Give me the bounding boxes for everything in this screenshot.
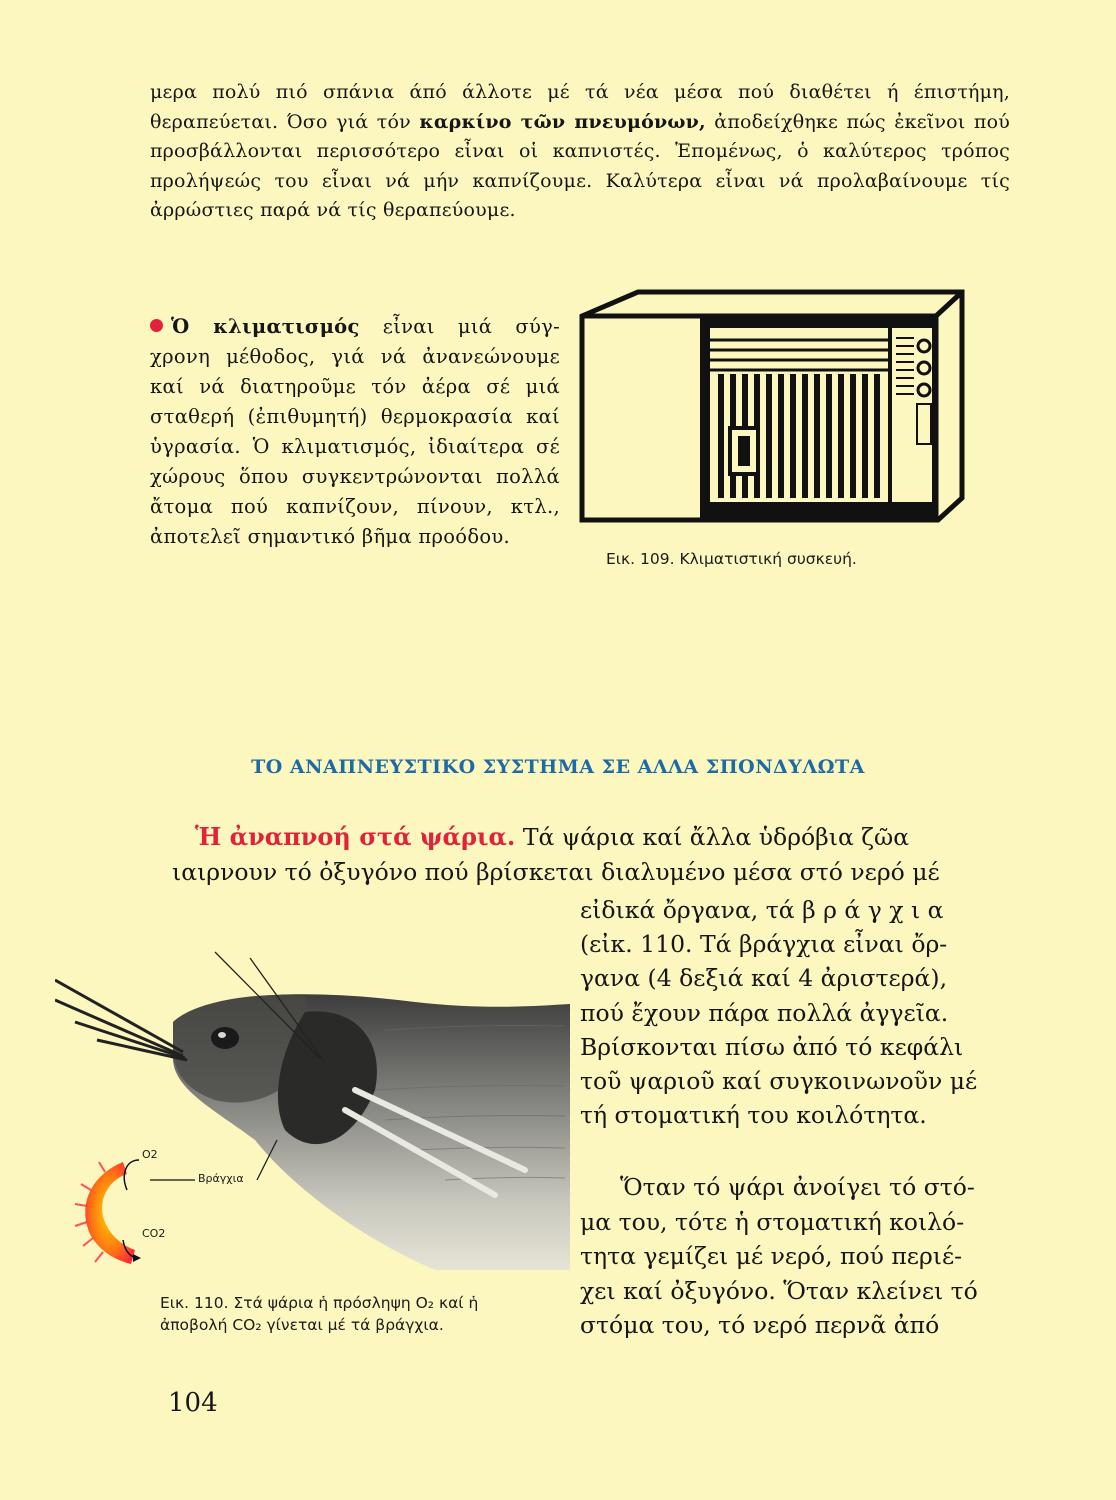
fish-text-line: γανα (4 δεξιά καί 4 ἀριστερά), bbox=[580, 964, 948, 993]
fish-gills-photo bbox=[55, 940, 575, 1280]
fish-text-line: Ὅταν τό ψάρι ἀνοίγει τό στό- bbox=[620, 1173, 975, 1201]
aircon-line-first bbox=[150, 312, 560, 342]
red-bullet-icon bbox=[150, 319, 163, 332]
fish-text-line: τητα γεμίζει μέ νερό, πού περιέ- bbox=[580, 1242, 963, 1270]
aircon-line1-text: εἶναι μιά σύγ- bbox=[359, 315, 560, 338]
fish-heading-line bbox=[195, 820, 1015, 854]
gill-label: Βράγχια bbox=[198, 1172, 244, 1185]
fish-text-line: (εἰκ. 110. Τά βράγχια εἶναι ὄρ- bbox=[580, 930, 948, 959]
fish-heading: Ἡ ἀναπνοή στά ψάρια. bbox=[195, 822, 516, 851]
figure-110-caption bbox=[160, 1292, 478, 1336]
figure-109-caption: Εικ. 109. Κλιματιστική συσκευή. bbox=[606, 550, 857, 568]
aircon-line: ὑγρασία. Ὁ κλιματισμός, ἰδιαίτερα σέ bbox=[150, 435, 560, 458]
intro-bold-term: καρκίνο τῶν πνευμόνων, bbox=[419, 110, 706, 133]
fish-text-line: εἰδικά ὄργανα, τά β ρ ά γ χ ι α bbox=[580, 896, 944, 924]
section-title: ΤΟ ΑΝΑΠΝΕΥΣΤΙΚΟ ΣΥΣΤΗΜΑ ΣΕ ΑΛΛΑ ΣΠΟΝΔΥΛΩΤΑ bbox=[251, 756, 865, 778]
fish-text-line: στόμα του, τό νερό περνᾶ ἀπό bbox=[580, 1311, 940, 1339]
aircon-paragraph bbox=[150, 312, 560, 552]
fish-paragraph-2 bbox=[580, 1170, 1010, 1343]
co2-label: CO2 bbox=[142, 1227, 166, 1240]
intro-paragraph bbox=[150, 78, 1010, 226]
page-number: 104 bbox=[168, 1388, 218, 1418]
air-conditioner-illustration bbox=[578, 288, 968, 548]
fish-text-line: ιαιρνουν τό ὀξυγόνο πού βρίσκεται διαλυμένο μέσα στό νερό μέ bbox=[172, 858, 940, 886]
aircon-line: σταθερή (ἐπιθυμητή) θερμοκρασία καί bbox=[150, 405, 560, 428]
fish-text-line: πού ἔχουν πάρα πολλά ἀγγεῖα. bbox=[580, 998, 949, 1027]
figure-110-caption-line: Εικ. 110. Στά ψάρια ἡ πρόσληψη O₂ καί ἡ bbox=[160, 1294, 479, 1312]
intro-text-end: ἀποδείχθηκε πώς ἐκεῖνοι πού προσβάλλονται περισσότερο εἶναι οἱ καπνιστές. Ἑπομένως, ὁ καλύτερος τρόπος προλήψεώς του εἶναι νά μήν καπνίζουμε. Καλύτερα εἶναι νά προλαβαίνουμε τίς ἀρρώστιες παρά νά τίς θεραπεύουμε. bbox=[150, 110, 1010, 221]
fish-text-line: μα του, τότε ἡ στοματική κοιλό- bbox=[580, 1207, 965, 1236]
fish-text-line: τή στοματική του κοιλότητα. bbox=[580, 1101, 927, 1130]
aircon-line: ἀποτελεῖ σημαντικό βῆμα προόδου. bbox=[150, 525, 511, 548]
fish-text-line: τοῦ ψαριοῦ καί συγκοινωνοῦν μέ bbox=[580, 1067, 978, 1096]
fish-text-line: χει καί ὀξυγόνο. Ὅταν κλείνει τό bbox=[580, 1276, 978, 1305]
intro-text-start: μερα πολύ πιό σπάνια άπό άλλοτε μέ τά νέα μέσα πού διαθέτει ή έπιστήμη, θεραπεύεται. Όσο γιά τόν bbox=[150, 81, 1010, 133]
aircon-line: ἄτομα πού καπνίζουν, πίνουν, κτλ., bbox=[150, 495, 560, 518]
figure-110-caption-line: ἀποβολή CO₂ γίνεται μέ τά βράγχια. bbox=[160, 1316, 444, 1334]
o2-label: O2 bbox=[142, 1148, 158, 1161]
fish-paragraph-1 bbox=[580, 893, 1010, 1132]
fish-text-line: Βρίσκονται πίσω ἀπό τό κεφάλι bbox=[580, 1032, 964, 1061]
aircon-line: χρονη μέθοδος, γιά νά ἀνανεώνουμε bbox=[150, 345, 560, 368]
fish-heading-rest: Τά ψάρια καί ἄλλα ὑδρόβια ζῶα bbox=[515, 823, 910, 851]
aircon-lead-term: Ὁ κλιματισμός bbox=[171, 315, 360, 338]
aircon-line: χώρους ὅπου συγκεντρώνονται πολλά bbox=[150, 465, 560, 488]
aircon-line: καί νά διατηροῦμε τόν ἀέρα σέ μιά bbox=[150, 375, 560, 398]
